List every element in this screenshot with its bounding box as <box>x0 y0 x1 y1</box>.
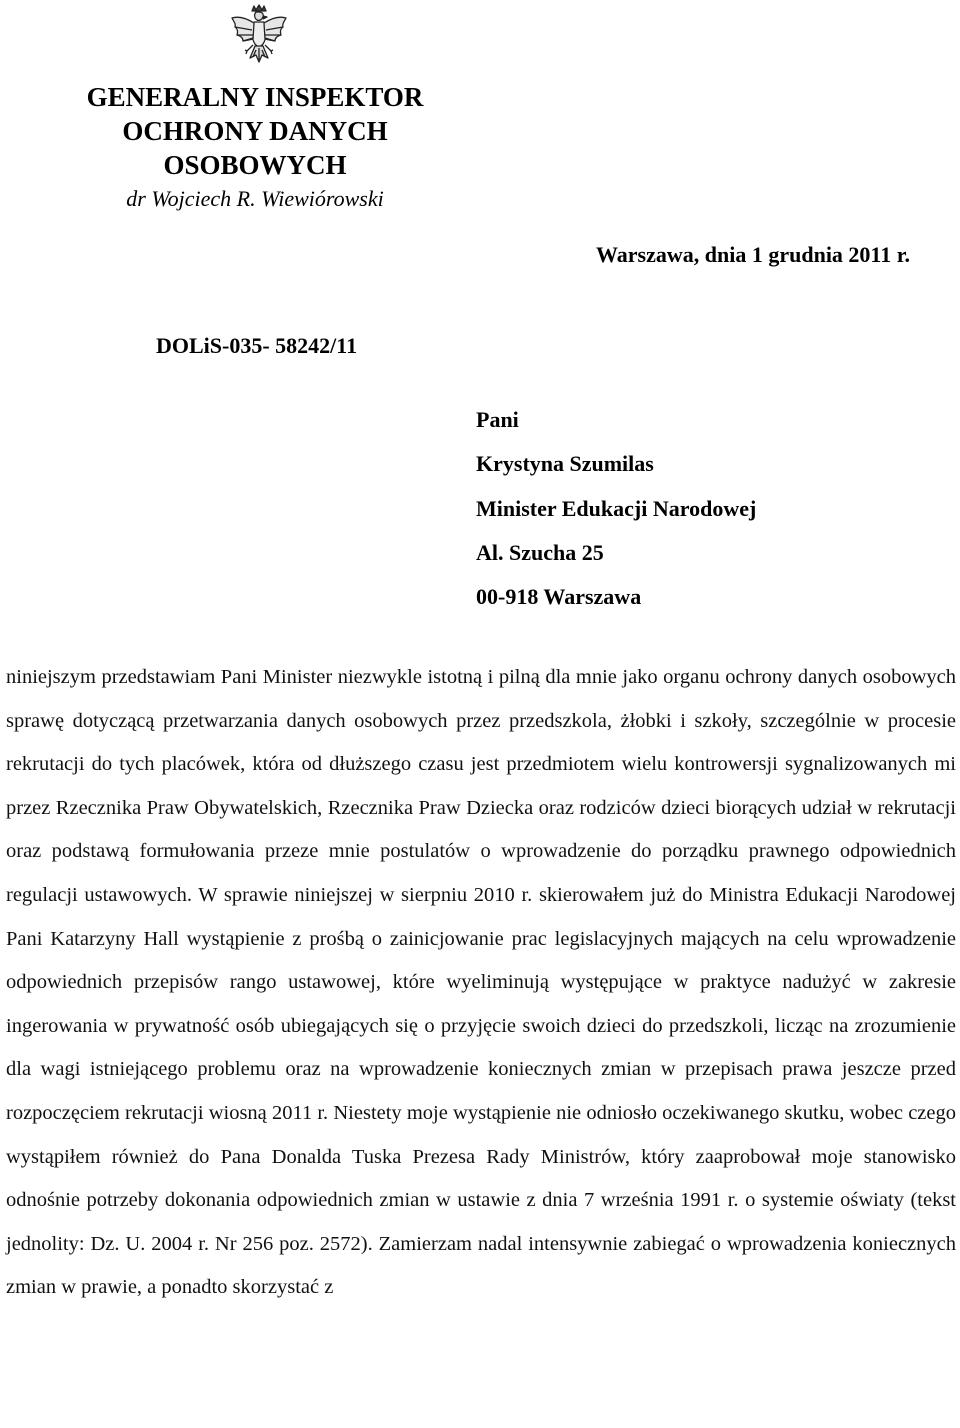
authority-title-line-3: OSOBOWYCH <box>163 150 347 180</box>
recipient-name: Krystyna Szumilas <box>476 451 654 477</box>
recipient-salutation: Pani <box>476 407 519 432</box>
authority-block <box>40 80 470 214</box>
letter-date: Warszawa, dnia 1 grudnia 2011 r. <box>596 242 910 267</box>
recipient-street: Al. Szucha 25 <box>476 539 604 565</box>
recipient-position: Minister Edukacji Narodowej <box>476 495 757 521</box>
authority-title-line-2: OCHRONY DANYCH <box>122 116 388 146</box>
recipient-address <box>476 398 756 619</box>
letter-body <box>6 656 956 1310</box>
body-paragraph: niniejszym przedstawiam Pani Minister niezwykle istotną i pilną dla mnie jako organu ochrony danych osobowych sprawę dotyczącą przetwarzania danych osobowych przez przedszkola, żłobki i szkoły, szczególnie w procesie rekrutacji do tych placówek, która od dłuższego czasu jest przedmiotem wielu kontrowersji sygnalizowanych mi przez Rzecznika Praw Obywatelskich, Rzecznika Praw Dziecka oraz rodziców dzieci biorących udział w rekrutacji oraz podstawą formułowania przeze mnie postulatów o wprowadzenie do porządku prawnego odpowiednich regulacji ustawowych. W sprawie niniejszej w sierpniu 2010 r. skierowałem już do Ministra Edukacji Narodowej Pani Katarzyny Hall wystąpienie z prośbą o zainicjowanie prac legislacyjnych mających na celu wprowadzenie odpowiednich przepisów rango ustawowej, które wyeliminują występujące w praktyce nadużyć w zakresie ingerowania w prywatność osób ubiegających się o przyjęcie swoich dzieci do przedszkoli, licząc na zrozumienie dla wagi istniejącego problemu oraz na wprowadzenie koniecznych zmian w przepisach prawa jeszcze przed rozpoczęciem rekrutacji wiosną 2011 r. Niestety moje wystąpienie nie odniosło oczekiwanego skutku, wobec czego wystąpiłem również do Pana Donalda Tuska Prezesa Rady Ministrów, który zaaprobował moje stanowisko odnośnie potrzeby dokonania odpowiednich zmian w ustawie z dnia 7 września 1991 r. o systemie oświaty (tekst jednolity: Dz. U. 2004 r. Nr 256 poz. 2572). Zamierzam nadal intensywnie zabiegać o wprowadzenia koniecznych zmian w prawie, a ponadto skorzystać z <box>6 666 956 1299</box>
polish-eagle-emblem-icon <box>226 2 292 68</box>
authority-name: dr Wojciech R. Wiewiórowski <box>126 186 384 211</box>
recipient-city: 00-918 Warszawa <box>476 584 642 610</box>
authority-title-line-1: GENERALNY INSPEKTOR <box>86 82 424 112</box>
reference-number: DOLiS-035- 58242/11 <box>156 333 358 358</box>
